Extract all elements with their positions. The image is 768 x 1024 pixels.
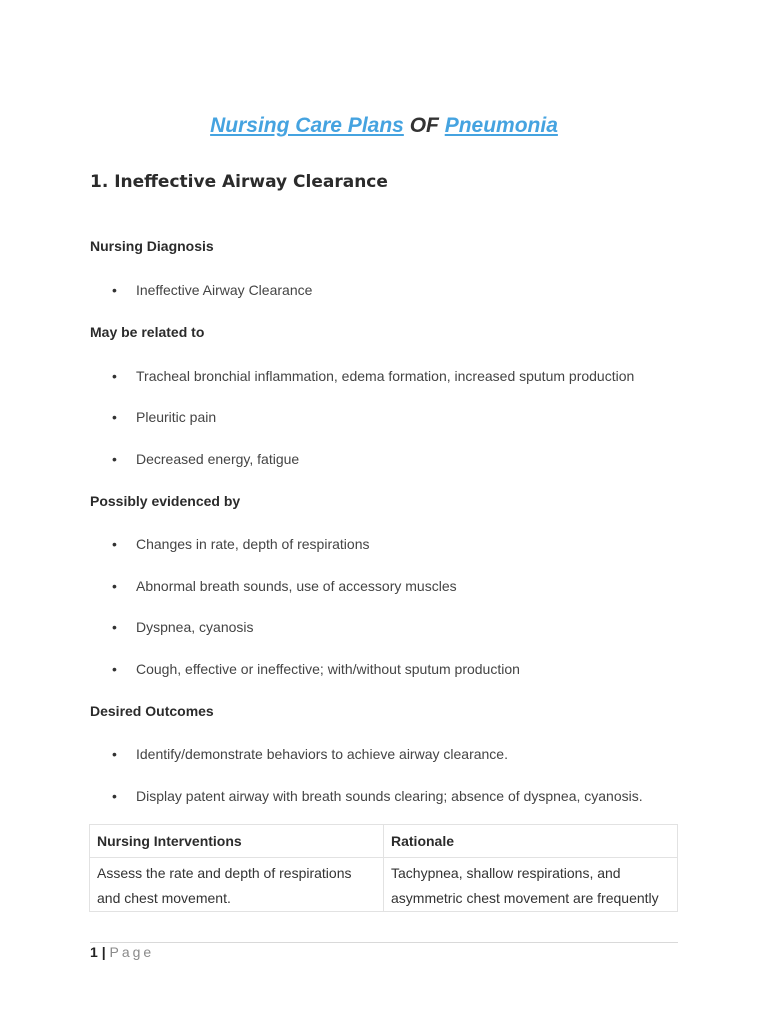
bullet-icon: • [112, 282, 117, 298]
bullet-icon: • [112, 746, 117, 762]
document-title [0, 114, 768, 138]
page-number: 1 [90, 944, 98, 960]
title-link-pneumonia[interactable]: Pneumonia [444, 114, 558, 137]
list-item [112, 409, 216, 425]
intervention-cell: Assess the rate and depth of respirations and chest movement. [90, 858, 384, 912]
list-item [112, 578, 457, 594]
list-item-text: Pleuritic pain [136, 409, 217, 425]
list-item-text: Decreased energy, fatigue [136, 451, 300, 467]
list-item [112, 282, 312, 298]
list-item [112, 746, 508, 762]
bullet-icon: • [112, 661, 117, 677]
list-item-text: Identify/demonstrate behaviors to achieve airway clearance. [136, 746, 508, 762]
interventions-table [89, 824, 678, 912]
bullet-icon: • [112, 619, 117, 635]
list-item [112, 536, 369, 552]
list-item [112, 788, 643, 804]
nursing-diagnosis-heading: Nursing Diagnosis [90, 238, 214, 254]
table-row [90, 858, 678, 912]
section-heading: 1. Ineffective Airway Clearance [90, 172, 388, 192]
list-item [112, 661, 520, 677]
column-header-interventions: Nursing Interventions [90, 825, 384, 858]
list-item-text: Changes in rate, depth of respirations [136, 536, 370, 552]
page-label: Page [109, 944, 155, 960]
list-item-text: Ineffective Airway Clearance [136, 282, 313, 298]
bullet-icon: • [112, 368, 117, 384]
bullet-icon: • [112, 409, 117, 425]
list-item-text: Tracheal bronchial inflammation, edema formation, increased sputum production [136, 368, 635, 384]
bullet-icon: • [112, 788, 117, 804]
title-link-nursing-care-plans[interactable]: Nursing Care Plans [210, 114, 404, 137]
related-to-heading: May be related to [90, 324, 205, 340]
bullet-icon: • [112, 536, 117, 552]
list-item [112, 451, 299, 467]
evidenced-by-heading: Possibly evidenced by [90, 493, 241, 509]
rationale-cell: Tachypnea, shallow respirations, and asymmetric chest movement are frequently [384, 858, 678, 912]
page-footer [90, 944, 154, 960]
footer-separator: | [101, 944, 106, 960]
footer-divider [90, 942, 678, 943]
list-item-text: Display patent airway with breath sounds clearing; absence of dyspnea, cyanosis. [136, 788, 643, 804]
list-item-text: Dyspnea, cyanosis [136, 619, 254, 635]
column-header-rationale: Rationale [384, 825, 678, 858]
bullet-icon: • [112, 578, 117, 594]
list-item-text: Abnormal breath sounds, use of accessory muscles [136, 578, 457, 594]
list-item [112, 619, 254, 635]
table-header-row [90, 825, 678, 858]
desired-outcomes-heading: Desired Outcomes [90, 703, 214, 719]
list-item-text: Cough, effective or ineffective; with/without sputum production [136, 661, 520, 677]
bullet-icon: • [112, 451, 117, 467]
title-connector: OF [409, 114, 439, 137]
list-item [112, 368, 634, 384]
